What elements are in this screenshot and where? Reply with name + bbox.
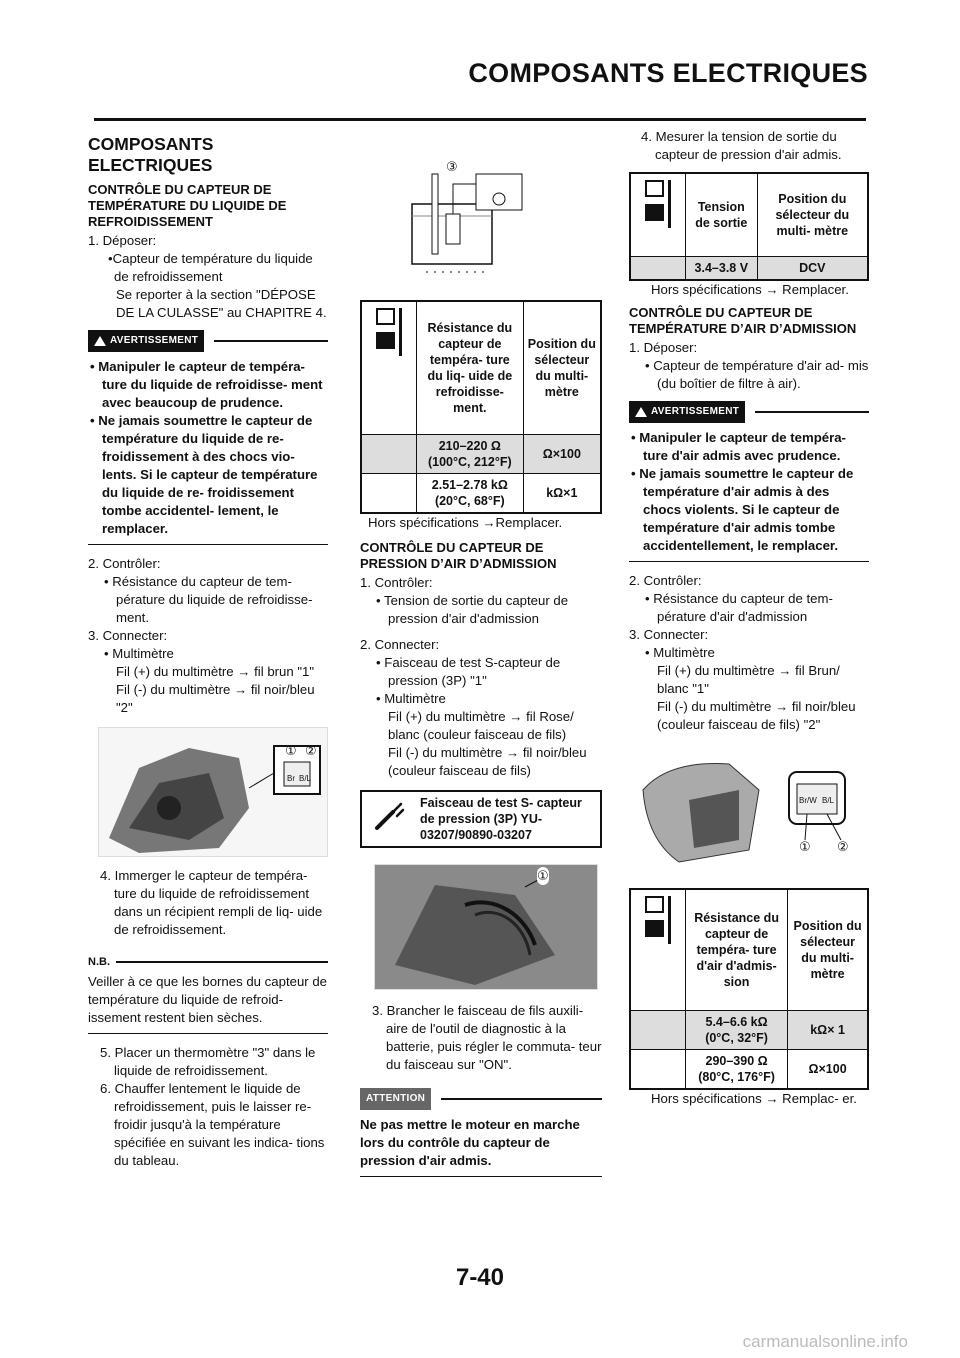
step: 6. Chauffer lentement le liquide de refroidissement, puis le laisser re- froidir jusqu'à la température spécifiée en suivant les indica- tions du tableau. [100,1081,325,1168]
table-header: Résistance du capteur de tempéra- ture d'air d'admis- sion [686,889,788,1011]
warning-badge: AVERTISSEMENT [629,401,745,423]
callout-2: ② [305,743,317,758]
table-header: Position du sélecteur du multi- mètre [788,889,868,1011]
warning-box [88,330,328,545]
warning-box [629,401,869,562]
subsection-title: CONTRÔLE DU CAPTEUR DE TEMPÉRATURE D’AIR D’ADMISSION [629,305,857,336]
air-temp-sensor-spec-table [629,888,869,1090]
section-title: COMPOSANTS ELECTRIQUES [88,134,214,175]
step: 2. Contrôler: [88,556,161,571]
table-cell: 290–390 Ω (80°C, 176°F) [686,1050,788,1090]
multimeter-icon [376,308,402,356]
caution-badge: ATTENTION [360,1088,431,1110]
warning-icon [94,336,106,346]
column-3 [629,128,869,1108]
step-item: • Multimètre [645,645,715,660]
step-note: Fil (-) du multimètre → fil noir/bleu (couleur faisceau de fils) "2" [657,699,856,732]
wire-label-brw: Br/W [799,796,817,805]
table-cell: 2.51–2.78 kΩ (20°C, 68°F) [417,474,524,514]
step: 1. Déposer: [88,233,157,248]
engine-photo-figure [98,727,328,857]
table-cell: DCV [757,257,868,281]
callout-1: ① [537,868,549,883]
pressure-sensor-photo-figure [374,864,598,990]
step-item: • Faisceau de test S-capteur de pression (3P) "1" [376,655,561,688]
step: 1. Déposer: [629,340,698,355]
pressure-sensor-photo [375,865,597,989]
caution-box [360,1088,602,1177]
out-of-spec-note: Hors spécifications →Remplacer. [368,515,563,530]
air-temp-sensor-figure [639,750,859,868]
step: 4. Immerger le capteur de tempéra- ture du liquide de refroidissement dans un récipient rempli de liq- uide de refroidissement. [100,868,323,937]
step-note: Fil (-) du multimètre → fil noir/bleu "2" [116,682,315,715]
column-1 [88,128,328,1170]
table-cell: Ω×100 [523,435,601,474]
step-item: • Capteur de température d'air ad- mis (du boîtier de filtre à air). [645,358,869,391]
step: 4. Mesurer la tension de sortie du capteur de pression d'air admis. [641,129,842,162]
step: 3. Brancher le faisceau de fils auxili- aire de l'outil de diagnostic à la batterie, puis régler le commuta- teur du faisceau sur "ON". [372,1003,602,1072]
table-cell: kΩ× 1 [788,1011,868,1050]
out-of-spec-note: Hors spécifications → Remplac- er. [651,1091,857,1106]
warning-text: • Manipuler le capteur de tempéra- ture d'air admis avec prudence. [631,430,846,463]
wire-label-bl: B/L [299,774,312,783]
step-item: • Résistance du capteur de tem- pérature du liquide de refroidisse- ment. [104,574,313,625]
step-note: Fil (-) du multimètre → fil noir/bleu (couleur faisceau de fils) [388,745,587,778]
multimeter-icon-cell [361,301,417,435]
pressure-voltage-spec-table [629,172,869,281]
note-text: Veiller à ce que les bornes du capteur de température du liquide de refroid- issement restent bien sèches. [88,971,328,1034]
step-note: Fil (+) du multimètre → fil brun "1" [116,664,315,679]
callout-1: ① [285,743,297,758]
table-cell: 210–220 Ω (100°C, 212°F) [417,435,524,474]
step-note: Fil (+) du multimètre → fil Rose/ blanc (couleur faisceau de fils) [388,709,574,742]
step-item: • Multimètre [104,646,174,661]
multimeter-icon [645,180,671,228]
multimeter-icon-cell [630,173,686,257]
note-label: N.B. [88,956,110,968]
warning-text: • Ne jamais soumettre le capteur de température d'air admis à des chocs violents. Si le capteur de température d'air admis tombe accidentellement, le remplacer. [631,466,854,553]
table-cell: kΩ×1 [523,474,601,514]
callout-3: ③ [446,159,458,174]
wire-label-bl: B/L [822,796,835,805]
step-note: Fil (+) du multimètre → fil Brun/ blanc "1" [657,663,840,696]
table-header: Position du sélecteur du multi- mètre [523,301,601,435]
tool-name: Faisceau de test S- capteur de pression (3P) YU-03207/90890-03207 [416,791,601,847]
page-number: 7-40 [455,1264,505,1291]
step-item: • Tension de sortie du capteur de pression d'air d'admission [376,593,569,626]
step: 2. Contrôler: [629,573,702,588]
table-header: Position du sélecteur du multi- mètre [757,173,868,257]
coolant-sensor-spec-table [360,300,602,514]
multimeter-icon-cell [630,889,686,1011]
tool-icon-cell [361,791,416,847]
page-header-title: COMPOSANTS ELECTRIQUES [468,58,868,88]
subsection-title: CONTRÔLE DU CAPTEUR DE TEMPÉRATURE DU LIQUIDE DE REFROIDISSEMENT [88,182,287,229]
step-item: • Résistance du capteur de tem- pérature d'air d'admission [645,591,833,624]
callout-1: ① [799,839,811,854]
table-cell: Ω×100 [788,1050,868,1090]
wire-label-br: Br [287,774,295,783]
step: 1. Contrôler: [360,575,433,590]
step-item: • Multimètre [376,691,446,706]
table-cell: 5.4–6.6 kΩ (0°C, 32°F) [686,1011,788,1050]
step: 2. Connecter: [360,637,440,652]
thermometer-drawing [406,154,526,284]
step: 3. Connecter: [629,627,709,642]
warning-icon [635,407,647,417]
step-note: Se reporter à la section "DÉPOSE DE LA CULASSE" au CHAPITRE 4. [116,287,327,320]
multimeter-icon [645,896,671,944]
table-header: Résistance du capteur de tempéra- ture du liq- uide de refroidisse- ment. [417,301,524,435]
table-header: Tension de sortie [686,173,758,257]
warning-text: • Manipuler le capteur de tempéra- ture du liquide de refroidisse- ment avec beaucoup de prudence. [90,359,323,410]
wrench-icon [371,798,407,834]
footer-watermark: carmanualsonline.info [742,1332,908,1351]
caution-text: Ne pas mettre le moteur en marche lors du contrôle du capteur de pression d'air admis. [360,1110,602,1177]
column-2 [360,128,602,1187]
subsection-title: CONTRÔLE DU CAPTEUR DE PRESSION D’AIR D’ADMISSION [360,540,557,571]
step: 5. Placer un thermomètre "3" dans le liquide de refroidissement. [100,1045,316,1078]
out-of-spec-note: Hors spécifications → Remplacer. [651,282,849,297]
test-harness-tool-table [360,790,602,848]
step: 3. Connecter: [88,628,168,643]
warning-badge: AVERTISSEMENT [88,330,204,352]
header-rule [94,118,866,121]
callout-2: ② [837,839,849,854]
warning-text: • Ne jamais soumettre le capteur de température du liquide de re- froidissement à des chocs vio- lents. Si le capteur de température du liquide de re- froidissement tombe accidentel- lement, le remplacer. [90,413,318,536]
thermometer-figure [406,154,526,284]
step-item: •Capteur de température du liquide de refroidissement [108,251,313,284]
table-cell: 3.4–3.8 V [686,257,758,281]
note-box [88,953,328,1034]
